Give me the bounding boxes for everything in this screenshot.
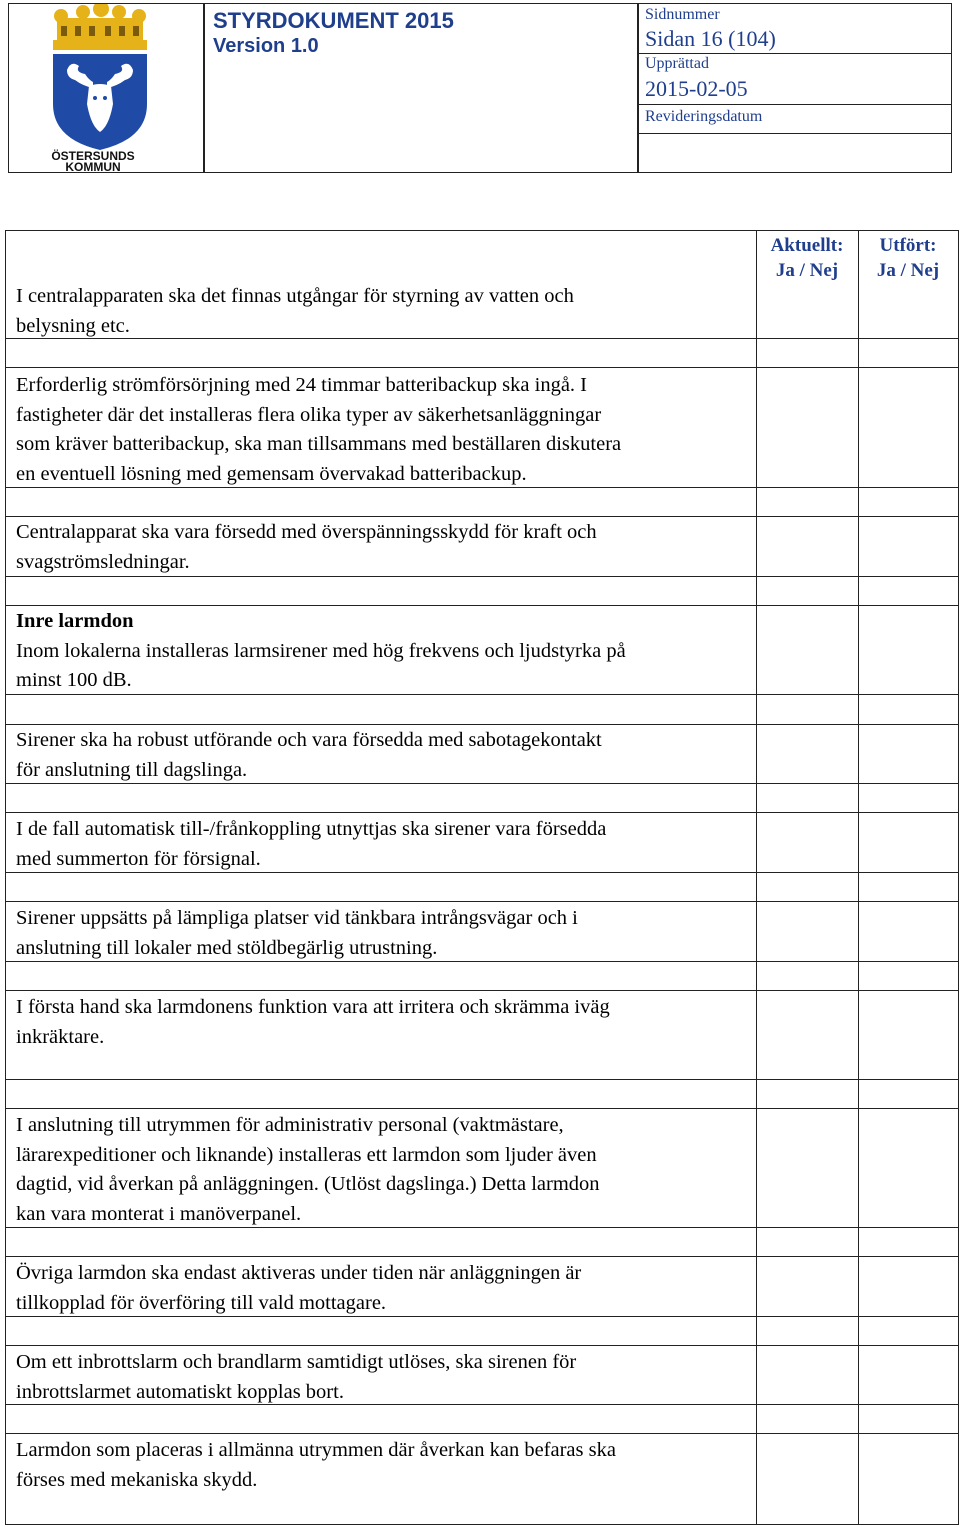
page-number-value: Sidan 16 (104)	[645, 26, 776, 51]
column-header-current: Aktuellt: Ja / Nej	[770, 235, 844, 281]
checklist-item-2: Erforderlig strömförsörjning med 24 timmar batteribackup ska ingå. I fastigheter där det installeras flera olika typer av säkerhetsanläggningar som kräver batteribackup, ska man tillsammans med beställaren diskutera en eventuell lösning med gemensam övervakad batteribackup.	[16, 374, 622, 485]
checklist-item-6: I de fall automatisk till-/frånkoppling utnyttjas ska sirener vara försedda med summerton för försignal.	[16, 818, 607, 870]
logo-cell	[8, 3, 204, 173]
document-title-cell	[204, 3, 638, 173]
svg-text:KOMMUN: KOMMUN	[65, 160, 121, 172]
column-header-done: Utfört: Ja / Nej	[876, 235, 940, 281]
column-divider	[858, 231, 859, 1524]
logo-text: ÖSTERSUNDS	[51, 149, 135, 163]
created-date-row	[639, 54, 951, 105]
checklist-item-10: Övriga larmdon ska endast aktiveras under tiden när anläggningen är tillkopplad för överföring till vald mottagare.	[16, 1262, 582, 1314]
checklist-item-1: I centralapparaten ska det finnas utgångar för styrning av vatten och belysning etc.	[16, 285, 574, 337]
checklist-item-12: Larmdon som placeras i allmänna utrymmen där åverkan kan befaras ska förses med mekaniska skydd.	[16, 1439, 616, 1491]
checklist-table	[5, 230, 959, 1525]
checklist-item-5: Sirener ska ha robust utförande och vara försedda med sabotagekontakt för anslutning till dagslinga.	[16, 729, 602, 781]
crown-icon	[53, 4, 147, 50]
section-heading: Inre larmdon	[16, 610, 134, 632]
document-info-cell	[638, 3, 952, 173]
checklist-item-3: Centralapparat ska vara försedd med överspänningsskydd för kraft och svagströmsledningar.	[16, 521, 597, 573]
created-date-value: 2015-02-05	[645, 76, 748, 101]
column-divider	[756, 231, 757, 1524]
checklist-item-9: I anslutning till utrymmen för administrativ personal (vaktmästare, lärarexpeditioner och liknande) installeras ett larmdon som ljuder även dagtid, vid åverkan på anläggningen. (Utlöst dagslinga.) Detta larmdon kan vara monterat i manöverpanel.	[16, 1114, 600, 1225]
checklist-item-11: Om ett inbrottslarm och brandlarm samtidigt utlöses, ska sirenen för inbrottslarmet automatiskt kopplas bort.	[16, 1351, 577, 1403]
created-label: Upprättad	[645, 55, 709, 72]
coat-of-arms-logo	[9, 4, 203, 172]
checklist-item-8: I första hand ska larmdonens funktion vara att irritera och skrämma iväg inkräktare.	[16, 996, 610, 1048]
page-number-label: Sidnummer	[645, 6, 720, 23]
document-version: Version 1.0	[213, 35, 319, 57]
checklist-item-4: Inre larmdon Inom lokalerna installeras larmsirener med hög frekvens och ljudstyrka på minst 100 dB.	[16, 610, 626, 691]
checklist-item-7: Sirener uppsätts på lämpliga platser vid tänkbara intrångsvägar och i anslutning till lokaler med stöldbegärlig utrustning.	[16, 907, 578, 959]
document-title: STYRDOKUMENT 2015	[213, 8, 454, 33]
page-number-row	[639, 4, 951, 54]
revision-date-row	[639, 105, 951, 134]
revision-label: Revideringsdatum	[645, 108, 763, 125]
